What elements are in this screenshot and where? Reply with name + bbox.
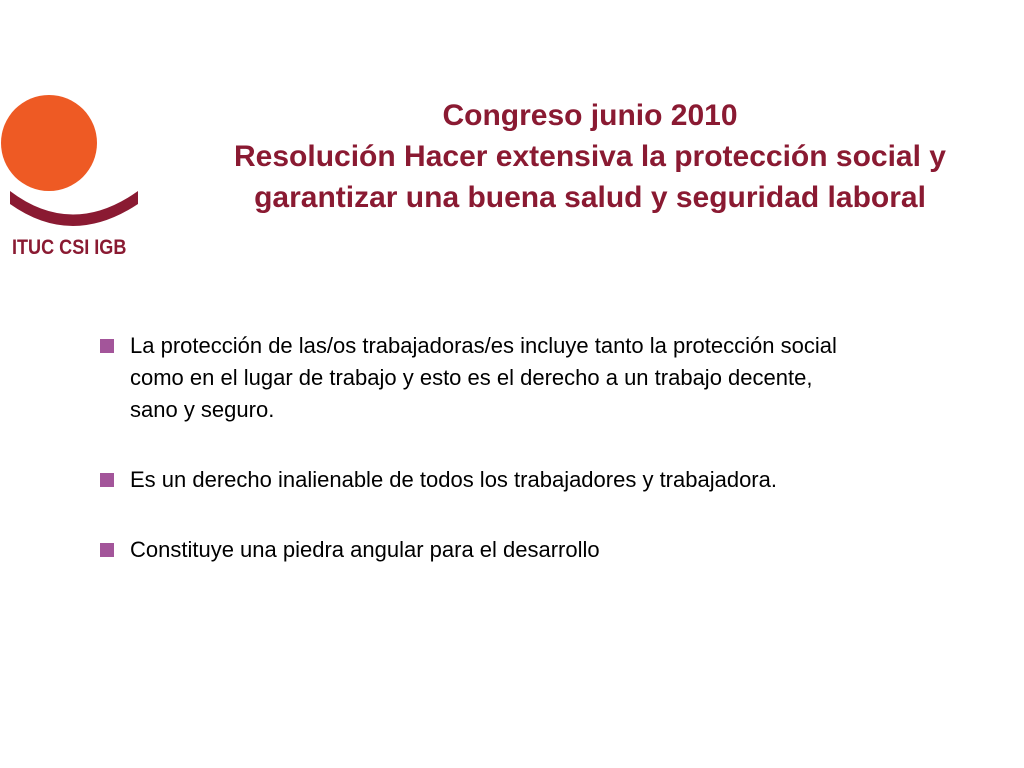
bullet-2-line-1: Es un derecho inalienable de todos los trabajadores y trabajadora. [130, 467, 777, 492]
bullet-square-icon [100, 339, 114, 353]
title-line-3: garantizar una buena salud y seguridad laboral [254, 181, 926, 214]
logo-text: ITUC CSI IGB [12, 236, 127, 259]
ituc-logo [0, 88, 150, 268]
logo-orange-circle [1, 95, 97, 191]
bullet-square-icon [100, 543, 114, 557]
bullet-item-1 [100, 330, 980, 426]
logo-burgundy-arc [10, 191, 138, 226]
slide-title [170, 95, 1010, 218]
bullet-1-line-3: sano y seguro. [130, 397, 275, 422]
bullet-item-3 [100, 534, 980, 566]
bullet-square-icon [100, 473, 114, 487]
bullet-item-2 [100, 464, 980, 496]
title-line-1: Congreso junio 2010 [442, 99, 738, 132]
bullet-1-line-2: como en el lugar de trabajo y esto es el derecho a un trabajo decente, [130, 365, 813, 390]
bullet-3-line-1: Constituye una piedra angular para el desarrollo [130, 537, 600, 562]
title-line-2: Resolución Hacer extensiva la protección social y [234, 140, 946, 173]
bullet-1-line-1: La protección de las/os trabajadoras/es incluye tanto la protección social [130, 333, 837, 358]
bullet-list [100, 330, 980, 566]
ituc-logo-mark [0, 88, 150, 228]
